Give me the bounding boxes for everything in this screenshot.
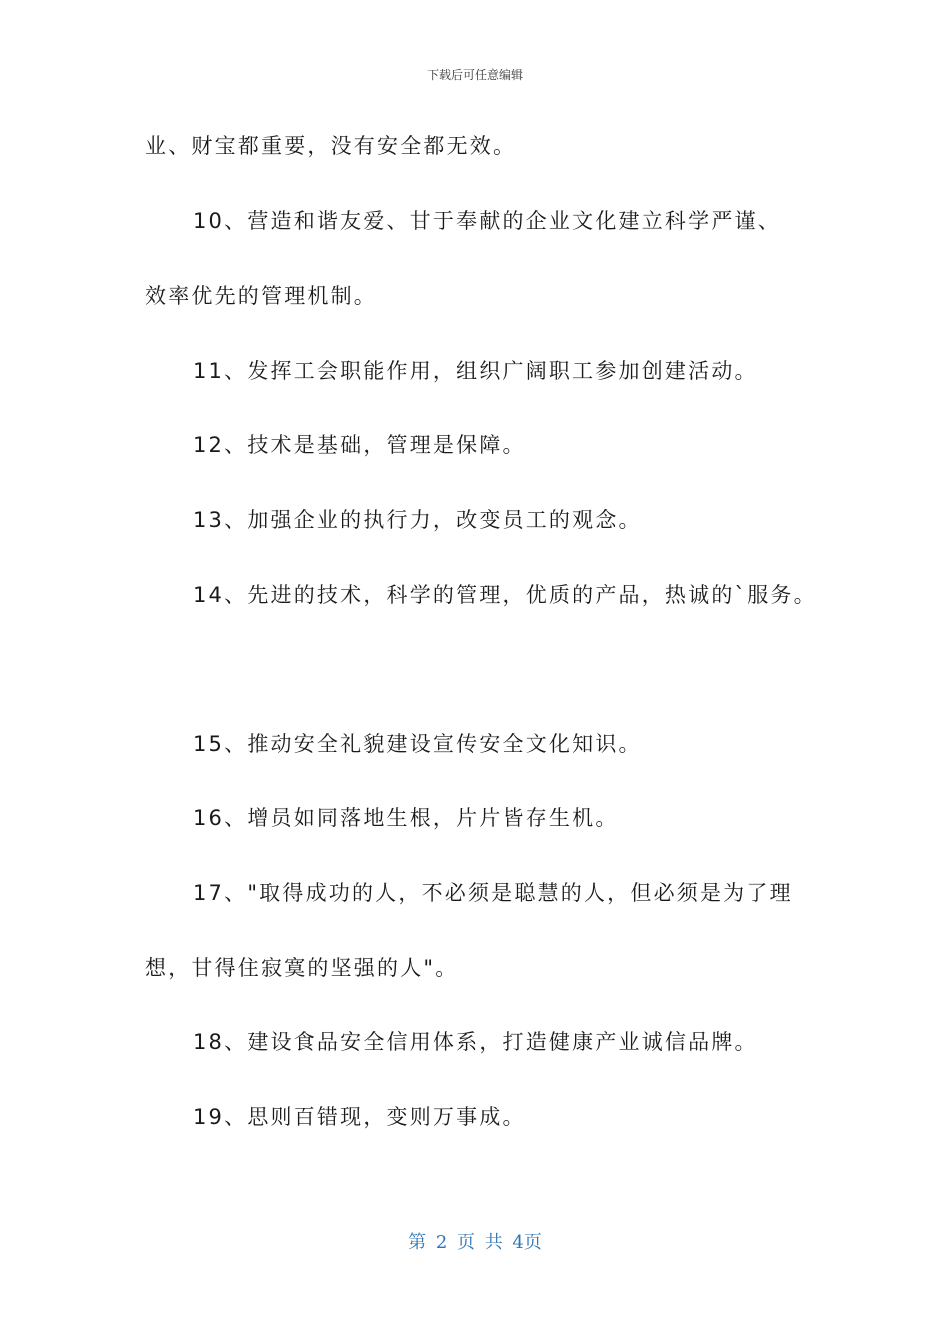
text-line: 效率优先的管理机制。	[145, 284, 377, 308]
text-line: 想，甘得住寂寞的坚强的人"。	[145, 956, 459, 980]
text-line: 18、建设食品安全信用体系，打造健康产业诚信品牌。	[193, 1030, 758, 1054]
text-line: 19、思则百错现，变则万事成。	[193, 1105, 526, 1129]
text-line: 13、加强企业的执行力，改变员工的观念。	[193, 508, 642, 532]
text-line: 14、先进的技术，科学的管理，优质的产品，热诚的`服务。	[193, 583, 817, 607]
text-line: 15、推动安全礼貌建设宣传安全文化知识。	[193, 732, 642, 756]
page-footer: 第 2 页 共 4页	[408, 1232, 542, 1253]
text-line: 10、营造和谐友爱、甘于奉献的企业文化建立科学严谨、	[193, 209, 781, 233]
text-line: 业、财宝都重要，没有安全都无效。	[145, 134, 517, 158]
text-line: 11、发挥工会职能作用，组织广阔职工参加创建活动。	[193, 359, 758, 383]
text-line: 12、技术是基础，管理是保障。	[193, 433, 526, 457]
text-line: 17、"取得成功的人，不必须是聪慧的人，但必须是为了理	[193, 881, 793, 905]
text-line: 16、增员如同落地生根，片片皆存生机。	[193, 806, 619, 830]
page-header: 下载后可任意编辑	[426, 68, 523, 82]
